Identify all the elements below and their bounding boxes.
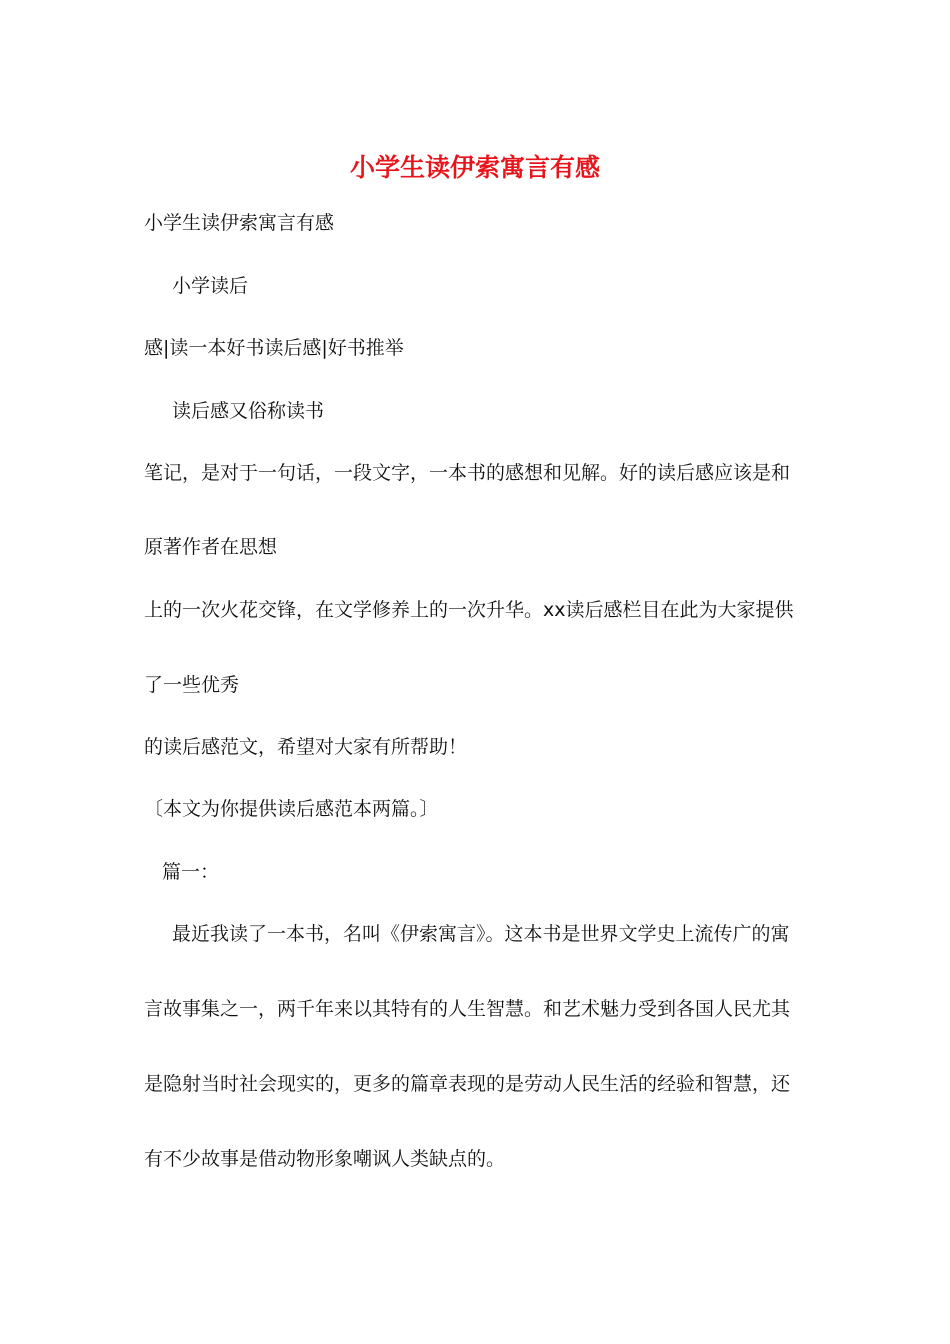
text-line: 小学读后 [172, 275, 249, 297]
text-line: 原著作者在思想 [144, 536, 278, 558]
text-line: 感|读一本好书读后感|好书推举 [144, 337, 404, 359]
text-line: 上的一次火花交锋，在文学修养上的一次升华。xx读后感栏目在此为大家提供 [144, 599, 794, 621]
text-line: 笔记，是对于一句话，一段文字，一本书的感想和见解。好的读后感应该是和 [144, 462, 791, 484]
paragraph-line: 言故事集之一，两千年来以其特有的人生智慧。和艺术魅力受到各国人民尤其 [144, 998, 791, 1020]
text-line: 读后感又俗称读书 [172, 400, 325, 422]
document-title: 小学生读伊索寓言有感 [349, 153, 600, 182]
section-heading: 篇一： [162, 861, 220, 883]
text-line: 了一些优秀 [144, 674, 240, 696]
paragraph-line: 有不少故事是借动物形象嘲讽人类缺点的。 [144, 1148, 506, 1170]
note-line: 〔本文为你提供读后感范本两篇。〕 [144, 798, 439, 820]
subtitle-line: 小学生读伊索寓言有感 [144, 212, 335, 234]
text-line: 的读后感范文，希望对大家有所帮助！ [144, 736, 468, 758]
paragraph-line: 最近我读了一本书，名叫《伊索寓言》。这本书是世界文学史上流传广的寓 [172, 923, 790, 945]
paragraph-line: 是隐射当时社会现实的，更多的篇章表现的是劳动人民生活的经验和智慧，还 [144, 1073, 791, 1095]
